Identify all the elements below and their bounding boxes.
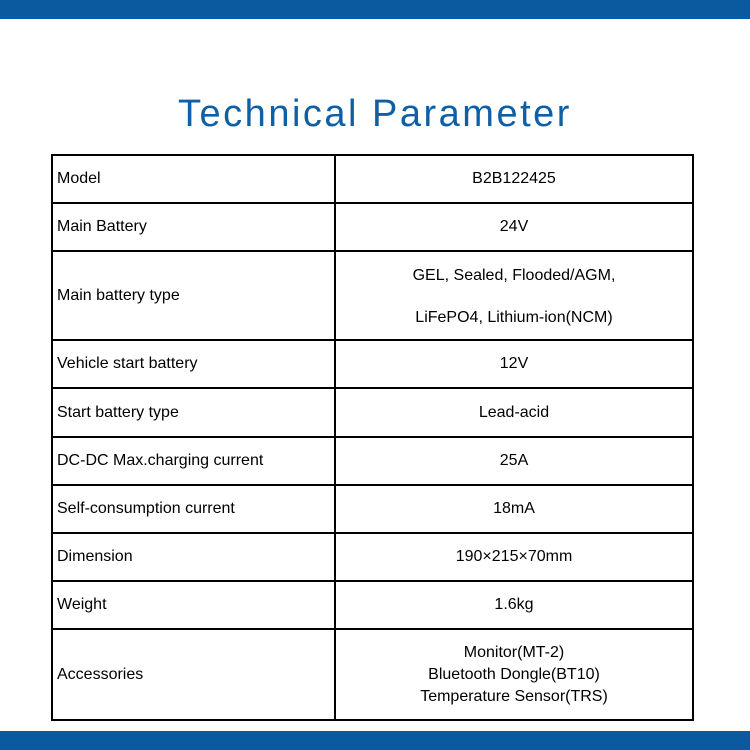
param-value: Monitor(MT-2) Bluetooth Dongle(BT10) Temperature Sensor(TRS)	[335, 629, 693, 720]
param-label: Self-consumption current	[52, 485, 335, 533]
table-row	[52, 485, 693, 533]
table-row	[52, 533, 693, 581]
param-value: B2B122425	[335, 155, 693, 203]
param-label: Model	[52, 155, 335, 203]
param-value: GEL, Sealed, Flooded/AGM, LiFePO4, Lithium-ion(NCM)	[335, 251, 693, 340]
param-label: Main battery type	[52, 251, 335, 340]
param-label: Start battery type	[52, 388, 335, 437]
param-label: Weight	[52, 581, 335, 629]
param-label: Accessories	[52, 629, 335, 720]
param-value: 12V	[335, 340, 693, 388]
table-row	[52, 437, 693, 485]
param-value: Lead-acid	[335, 388, 693, 437]
param-label: Main Battery	[52, 203, 335, 251]
table-row	[52, 581, 693, 629]
table-row	[52, 251, 693, 340]
table-row	[52, 203, 693, 251]
table-row	[52, 340, 693, 388]
table-row	[52, 155, 693, 203]
page-title: Technical Parameter	[178, 93, 572, 136]
param-label: Vehicle start battery	[52, 340, 335, 388]
param-value: 18mA	[335, 485, 693, 533]
bottom-banner	[0, 731, 750, 750]
table-row	[52, 388, 693, 437]
spec-table	[51, 154, 694, 721]
param-value: 24V	[335, 203, 693, 251]
param-value: 1.6kg	[335, 581, 693, 629]
top-banner	[0, 0, 750, 19]
param-value: 190×215×70mm	[335, 533, 693, 581]
param-value: 25A	[335, 437, 693, 485]
param-label: DC-DC Max.charging current	[52, 437, 335, 485]
table-row	[52, 629, 693, 720]
param-label: Dimension	[52, 533, 335, 581]
